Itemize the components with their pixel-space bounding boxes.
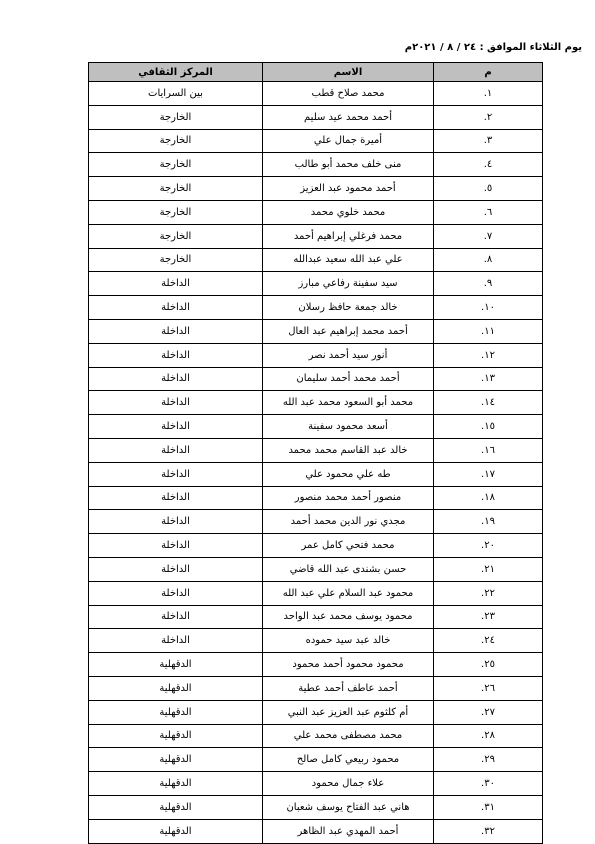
cultural-center: الخارجة [89, 224, 263, 248]
row-number: ٧. [434, 224, 543, 248]
participant-name: علاء جمال محمود [263, 772, 434, 796]
table-row [89, 581, 543, 605]
table-row [89, 700, 543, 724]
row-number: ٨. [434, 248, 543, 272]
cultural-center: الدقهلية [89, 795, 263, 819]
table-row [89, 177, 543, 201]
table-row [89, 319, 543, 343]
day-label: يوم الثلاثاء الموافق : [479, 42, 582, 53]
cultural-center: الداخلة [89, 296, 263, 320]
cultural-center: الخارجة [89, 248, 263, 272]
row-number: ١٧. [434, 462, 543, 486]
row-number: ١٥. [434, 415, 543, 439]
row-number: ٢. [434, 105, 543, 129]
participant-name: محمد صلاح قطب [263, 82, 434, 106]
cultural-center: الداخلة [89, 415, 263, 439]
row-number: ٢١. [434, 557, 543, 581]
table-row [89, 82, 543, 106]
column-header-number: م [434, 63, 543, 82]
table-row [89, 605, 543, 629]
cultural-center: الداخلة [89, 510, 263, 534]
table-row [89, 272, 543, 296]
row-number: ٥. [434, 177, 543, 201]
cultural-center: الداخلة [89, 391, 263, 415]
row-number: ٢٩. [434, 748, 543, 772]
cultural-center: الداخلة [89, 343, 263, 367]
participants-table [88, 62, 543, 844]
table-row [89, 343, 543, 367]
cultural-center: الداخلة [89, 367, 263, 391]
participant-name: هاني عبد الفتاح يوسف شعبان [263, 795, 434, 819]
table-row [89, 224, 543, 248]
row-number: ٩. [434, 272, 543, 296]
table-row [89, 415, 543, 439]
row-number: ٣. [434, 129, 543, 153]
cultural-center: الداخلة [89, 581, 263, 605]
cultural-center: الخارجة [89, 105, 263, 129]
column-header-name: الاسم [263, 63, 434, 82]
row-number: ٤. [434, 153, 543, 177]
participant-name: محمد فتحي كامل عمر [263, 534, 434, 558]
participant-name: محمد مصطفى محمد علي [263, 724, 434, 748]
document-date-header [404, 41, 582, 55]
cultural-center: الخارجة [89, 177, 263, 201]
row-number: ١٩. [434, 510, 543, 534]
table-row [89, 748, 543, 772]
cultural-center: بين السرايات [89, 82, 263, 106]
row-number: ٦. [434, 200, 543, 224]
cultural-center: الخارجة [89, 129, 263, 153]
table-row [89, 772, 543, 796]
table-row [89, 534, 543, 558]
cultural-center: الدقهلية [89, 653, 263, 677]
row-number: ٢٤. [434, 629, 543, 653]
row-number: ١٦. [434, 438, 543, 462]
table-row [89, 510, 543, 534]
participant-name: سيد سفينة رفاعي مبارز [263, 272, 434, 296]
cultural-center: الخارجة [89, 153, 263, 177]
participant-name: مجدي نور الدين محمد أحمد [263, 510, 434, 534]
participant-name: محمود يوسف محمد عبد الواحد [263, 605, 434, 629]
row-number: ٣٢. [434, 819, 543, 843]
row-number: ٢٧. [434, 700, 543, 724]
row-number: ١٤. [434, 391, 543, 415]
table-row [89, 153, 543, 177]
table-row [89, 438, 543, 462]
participant-name: خالد عبد القاسم محمد محمد [263, 438, 434, 462]
participant-name: محمود عبد السلام علي عبد الله [263, 581, 434, 605]
participant-name: أميرة جمال علي [263, 129, 434, 153]
participant-name: أحمد محمود عبد العزيز [263, 177, 434, 201]
row-number: ٣١. [434, 795, 543, 819]
table-row [89, 200, 543, 224]
table-row [89, 367, 543, 391]
row-number: ٢٠. [434, 534, 543, 558]
cultural-center: الداخلة [89, 534, 263, 558]
participant-name: أحمد عاطف أحمد عطية [263, 676, 434, 700]
participant-name: خالد جمعة حافظ رسلان [263, 296, 434, 320]
table-row [89, 819, 543, 843]
cultural-center: الدقهلية [89, 819, 263, 843]
table-row [89, 296, 543, 320]
column-header-center: المركز الثقافي [89, 63, 263, 82]
cultural-center: الدقهلية [89, 772, 263, 796]
cultural-center: الداخلة [89, 319, 263, 343]
participant-name: أسعد محمود سفينة [263, 415, 434, 439]
row-number: ٢٥. [434, 653, 543, 677]
table-row [89, 795, 543, 819]
table-row [89, 391, 543, 415]
row-number: ١٠. [434, 296, 543, 320]
cultural-center: الداخلة [89, 438, 263, 462]
participant-name: أحمد محمد إبراهيم عبد العال [263, 319, 434, 343]
participant-name: أم كلثوم عبد العزيز عبد النبي [263, 700, 434, 724]
cultural-center: الخارجة [89, 200, 263, 224]
participant-name: علي عبد الله سعيد عبدالله [263, 248, 434, 272]
table-row [89, 676, 543, 700]
participant-name: أحمد محمد عيد سليم [263, 105, 434, 129]
cultural-center: الداخلة [89, 557, 263, 581]
participant-name: محمد أبو السعود محمد عبد الله [263, 391, 434, 415]
row-number: ٢٢. [434, 581, 543, 605]
cultural-center: الدقهلية [89, 700, 263, 724]
table-row [89, 248, 543, 272]
participant-name: خالد عبد سيد حموده [263, 629, 434, 653]
table-row [89, 653, 543, 677]
row-number: ٣٠. [434, 772, 543, 796]
table-row [89, 629, 543, 653]
row-number: ٢٦. [434, 676, 543, 700]
table-row [89, 105, 543, 129]
table-row [89, 129, 543, 153]
table-row [89, 486, 543, 510]
table-body [89, 82, 543, 844]
table-row [89, 557, 543, 581]
cultural-center: الدقهلية [89, 748, 263, 772]
participant-name: محمود محمود أحمد محمود [263, 653, 434, 677]
row-number: ٢٣. [434, 605, 543, 629]
cultural-center: الدقهلية [89, 676, 263, 700]
participant-name: أنور سيد أحمد نصر [263, 343, 434, 367]
cultural-center: الداخلة [89, 462, 263, 486]
cultural-center: الداخلة [89, 272, 263, 296]
participant-name: أحمد محمد أحمد سليمان [263, 367, 434, 391]
participant-name: منصور أحمد محمد منصور [263, 486, 434, 510]
row-number: ١٢. [434, 343, 543, 367]
row-number: ١٨. [434, 486, 543, 510]
cultural-center: الدقهلية [89, 724, 263, 748]
participant-name: محمد خلوي محمد [263, 200, 434, 224]
cultural-center: الداخلة [89, 629, 263, 653]
cultural-center: الداخلة [89, 486, 263, 510]
table-row [89, 724, 543, 748]
participant-name: محمود ربيعي كامل صالح [263, 748, 434, 772]
cultural-center: الداخلة [89, 605, 263, 629]
row-number: ٢٨. [434, 724, 543, 748]
row-number: ١. [434, 82, 543, 106]
participant-name: حسن بشندى عبد الله قاضي [263, 557, 434, 581]
participant-name: محمد فرغلي إبراهيم أحمد [263, 224, 434, 248]
row-number: ١٣. [434, 367, 543, 391]
participant-name: منى خلف محمد أبو طالب [263, 153, 434, 177]
table-row [89, 462, 543, 486]
participant-name: طه علي محمود علي [263, 462, 434, 486]
participant-name: أحمد المهدي عبد الظاهر [263, 819, 434, 843]
table-header-row [89, 63, 543, 82]
date-value: ٢٤ / ٨ / ٢٠٢١م [404, 42, 477, 53]
row-number: ١١. [434, 319, 543, 343]
